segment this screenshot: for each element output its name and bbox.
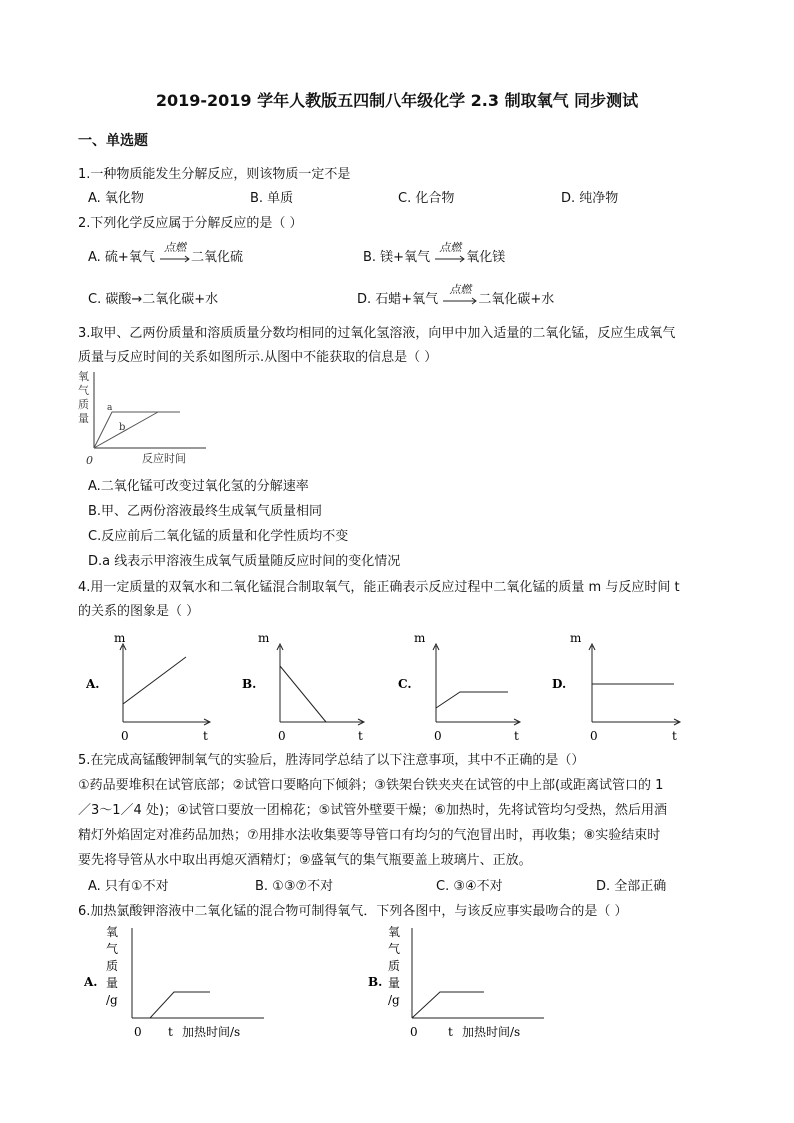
q4-graph-c-origin: 0 xyxy=(434,729,442,743)
q4-graph-b-label: B. xyxy=(242,677,257,691)
q6-graph-a-label: A. xyxy=(84,975,98,989)
q2-a-reactants: A. 硫+氧气 xyxy=(88,250,155,265)
q3-ylabel-0: 氧 xyxy=(78,370,89,383)
q4-graph-a-t: t xyxy=(203,729,208,743)
q4-graph-c-t: t xyxy=(514,729,519,743)
q5-line-3: 精灯外焰固定对准药品加热；⑦用排水法收集要等导管口有均匀的气泡冒出时，再收集；⑧实验结束时 xyxy=(78,828,661,843)
q6-a-ylabel-2: 质 xyxy=(106,959,119,973)
q2-option-a xyxy=(88,240,243,265)
q3-graph xyxy=(78,368,208,468)
q4-graph-c-line xyxy=(436,692,508,708)
q2-a-arrow xyxy=(159,240,191,265)
q5-stem: 5.在完成高锰酸钾制氧气的实验后，胜涛同学总结了以下注意事项，其中不正确的是（） xyxy=(78,753,585,768)
q6-b-ylabel-3: 量 xyxy=(388,976,401,990)
q4-graph-b xyxy=(240,628,380,746)
q3-label-a: a xyxy=(107,403,113,413)
q6-a-xlabel: 加热时间/s xyxy=(182,1025,241,1039)
q4-graph-d xyxy=(552,628,692,746)
q4-graph-b-line xyxy=(280,666,326,722)
q5-option-a: A. 只有①不对 xyxy=(88,879,169,894)
q3-label-b: b xyxy=(119,422,126,433)
section-heading: 一、单选题 xyxy=(78,133,148,149)
q2-b-reactants: B. 镁+氧气 xyxy=(363,250,431,265)
q3-stem-line1: 3.取甲、乙两份质量和溶质质量分数均相同的过氧化氢溶液，向甲中加入适量的二氧化锰，反应生成氧气 xyxy=(78,326,676,341)
q3-ylabel-3: 量 xyxy=(78,412,89,425)
q6-b-ylabel-0: 氧 xyxy=(388,925,401,939)
page-title: 2019-2019 学年人教版五四制八年级化学 2.3 制取氧气 同步测试 xyxy=(155,91,639,110)
q6-stem: 6.加热氯酸钾溶液中二氧化锰的混合物可制得氧气．下列各图中，与该反应事实最吻合的是（ ） xyxy=(78,904,628,919)
q3-ylabel-2: 质 xyxy=(78,398,89,411)
q2-option-b xyxy=(363,240,506,265)
q6-a-origin: 0 xyxy=(134,1025,142,1039)
q4-graph-d-m: m xyxy=(570,631,582,645)
q2-a-condition: 点燃 xyxy=(163,240,186,254)
q3-line-a xyxy=(94,412,180,448)
q3-origin: 0 xyxy=(86,454,93,467)
q3-option-c: C.反应前后二氧化锰的质量和化学性质均不变 xyxy=(88,529,349,544)
q1-stem: 1.一种物质能发生分解反应，则该物质一定不是 xyxy=(78,167,351,182)
q5-option-b: B. ①③⑦不对 xyxy=(255,879,334,894)
q4-graph-b-origin: 0 xyxy=(278,729,286,743)
q6-graph-a-line xyxy=(150,992,210,1018)
q2-d-product: 二氧化碳+水 xyxy=(478,292,555,307)
q5-line-2: ／3～1／4 处)；④试管口要放一团棉花；⑤试管外壁要干燥；⑥加热时，先将试管均匀受热，然后用酒 xyxy=(78,803,667,818)
q5-line-1: ①药品要堆积在试管底部；②试管口要略向下倾斜；③铁架台铁夹夹在试管的中上部(或距离试管口的 1 xyxy=(78,778,664,793)
q5-option-c: C. ③④不对 xyxy=(436,879,503,894)
q4-graph-c xyxy=(396,628,536,746)
q2-d-arrow xyxy=(442,282,478,307)
q2-option-d xyxy=(357,282,555,307)
q6-b-ylabel-4: /g xyxy=(388,993,400,1007)
q6-a-ylabel-0: 氧 xyxy=(106,925,119,939)
q6-graph-b-label: B. xyxy=(368,975,383,989)
q6-a-ylabel-3: 量 xyxy=(106,976,119,990)
q4-graph-d-t: t xyxy=(672,729,677,743)
q3-option-a: A.二氧化锰可改变过氧化氢的分解速率 xyxy=(88,479,309,494)
q6-a-ylabel-4: /g xyxy=(106,993,118,1007)
q2-b-condition: 点燃 xyxy=(439,240,462,254)
q1-option-c: C. 化合物 xyxy=(398,191,455,206)
q4-graph-b-t: t xyxy=(358,729,363,743)
q3-line-b xyxy=(94,412,158,448)
q4-graph-b-m: m xyxy=(258,631,270,645)
q6-a-t: t xyxy=(168,1025,173,1039)
q3-xlabel: 反应时间 xyxy=(142,452,186,465)
q4-stem-line1: 4.用一定质量的双氧水和二氧化锰混合制取氧气，能正确表示反应过程中二氧化锰的质量 m 与反应时间 t xyxy=(78,580,680,595)
q6-b-ylabel-2: 质 xyxy=(388,959,401,973)
q2-b-arrow xyxy=(434,240,466,265)
q6-b-ylabel-1: 气 xyxy=(388,942,401,956)
q6-graph-b xyxy=(368,922,568,1044)
q3-stem-line2: 质量与反应时间的关系如图所示.从图中不能获取的信息是（ ） xyxy=(78,350,438,365)
q4-graph-a-label: A. xyxy=(86,677,100,691)
q2-stem: 2.下列化学反应属于分解反应的是（ ） xyxy=(78,216,303,231)
q6-b-t: t xyxy=(448,1025,453,1039)
q6-a-ylabel-1: 气 xyxy=(106,942,119,956)
q1-option-a: A. 氧化物 xyxy=(88,191,144,206)
q3-option-d: D.a 线表示甲溶液生成氧气质量随反应时间的变化情况 xyxy=(88,554,401,569)
q6-b-xlabel: 加热时间/s xyxy=(462,1025,521,1039)
q4-graph-d-label: D. xyxy=(552,677,567,691)
q6-graph-a xyxy=(84,922,284,1044)
q4-graph-a-line xyxy=(123,657,186,704)
q2-b-product: 氧化镁 xyxy=(466,250,506,265)
q5-line-4: 要先将导管从水中取出再熄灭酒精灯；⑨盛氧气的集气瓶要盖上玻璃片、正放。 xyxy=(78,853,532,868)
q4-graph-c-label: C. xyxy=(398,677,412,691)
q1-option-b: B. 单质 xyxy=(250,191,294,206)
q4-stem-line2: 的关系的图象是（ ） xyxy=(78,604,200,619)
q3-option-b: B.甲、乙两份溶液最终生成氧气质量相同 xyxy=(88,504,323,519)
q4-graph-d-origin: 0 xyxy=(590,729,598,743)
q4-graph-a xyxy=(86,628,226,746)
q2-d-condition: 点燃 xyxy=(449,282,472,296)
q1-option-d: D. 纯净物 xyxy=(561,191,619,206)
q6-b-origin: 0 xyxy=(410,1025,418,1039)
q2-d-reactants: D. 石蜡+氧气 xyxy=(357,292,439,307)
q4-graph-a-m: m xyxy=(114,631,126,645)
q2-a-product: 二氧化硫 xyxy=(190,250,243,265)
q4-graph-c-m: m xyxy=(414,631,426,645)
q6-graph-b-line xyxy=(412,992,484,1018)
q4-graph-a-origin: 0 xyxy=(121,729,129,743)
q5-option-d: D. 全部正确 xyxy=(596,879,667,894)
q3-ylabel-1: 气 xyxy=(78,384,89,397)
q2-option-c: C. 碳酸→二氧化碳+水 xyxy=(88,292,219,307)
